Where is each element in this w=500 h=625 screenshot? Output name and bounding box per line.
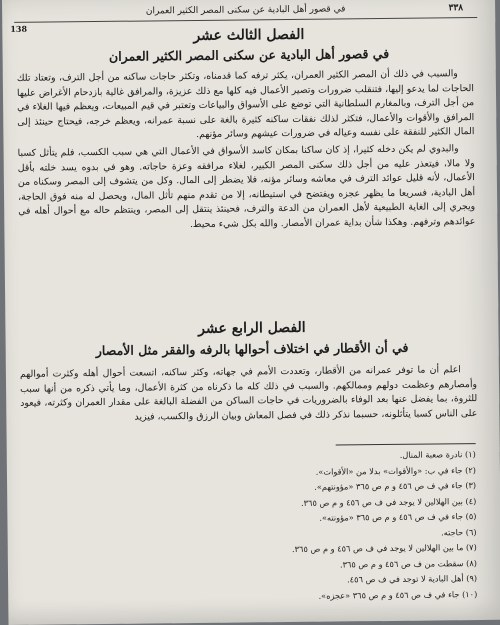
running-header [14,1,477,23]
page-number: ٣٣٨ [448,3,464,14]
footnote: (٦) حاجته. [441,526,477,537]
footnote: (٥) جاء في ف ص ٤٥٦ و م ص ٣٦٥ «مؤونته». [319,511,477,523]
footnote: (٤) بين الهلالين لا يوجد في ف ص ٤٥٦ و م ص ٣٦٥. [300,495,477,508]
book-page [2,0,500,625]
footnote: (٩) أهل البادية لا توجد في ف ص ٤٥٦. [347,573,478,585]
footnote: (٧) ما بين الهلالين لا يوجد في ف ص ٤٥٦ و م ص ٣٦٥. [291,542,477,554]
chapter-13-subtitle: في قصور أهل البادية عن سكنى المصر الكثير العمران [108,45,390,64]
chapter-13-body [17,67,476,234]
paragraph: والبدوي لم يكن دخله كثيرا، إذ كان ساكنا بمكان كاسد الأسواق في الأعمال التي هي سبب الكسب، فلم يتأثل كسبا ولا مالا، فيتعذر عليه من أجل ذلك سكنى المصر الكبير، لغلاء مرافقه وعزة حاجاته. وهو في بدوه يسد خلته بأقل الأعمال، لأنه قليل عوائد الترف في معاشه وسائر مؤنه، فلا يضطر إلى المال. وكل من يتشوف إلى المصر وسكناه من أهل البادية، فسريعا ما يظهر عجزه ويفتضح في استيطانه، إلا من تقدم منهم تأثل المال، ويحصل له منه فوق الحاجة، ويجري إلى الغاية الطبيعية لأهل العمران من الدعة والترف، فحينئذ ينتقل إلى المصر، وينتظم حاله مع أحوال أهله في عوائدهم وترفهم. وهكذا شأن بداية عمران الأمصار. والله بكل شيء محيط. [17,143,476,230]
footnote: (٨) سقطت من ف ص ٤٥٦ و م ص ٣٦٥. [339,557,477,569]
chapter-14-heading: الفصل الرابع عشر [198,319,306,337]
footnote: (٣) جاء في ف ص ٤٥٦ و م ص ٣٦٥ «مؤونتهم». [314,480,477,492]
chapter-13-heading: الفصل الثالث عشر [193,26,305,44]
footnote-divider [336,443,476,445]
footnote: (٢) جاء في ب: «والأقوات» بدلا من «الأقوات». [315,464,476,477]
running-title: في قصور أهل البادية عن سكنى المصر الكثير العمران [145,4,346,17]
footnote: (١٠) جاء في ف ص ٤٥٦ و م ص ٣٦٥ «عجزه». [318,588,478,601]
chapter-14-subtitle: في أن الأقطار في اختلاف أحوالها بالرفه والفقر مثل الأمصار [95,339,409,359]
footnotes [77,443,478,606]
footnote: (١) نادرة صعبة المنال. [399,449,476,460]
chapter-14-body [20,363,478,426]
corner-page-number: 138 [10,23,28,34]
paragraph: اعلم أن ما توفر عمرانه من الأقطار، وتعددت الأمم في جهاته، وكثر ساكنه، اتسعت أحوال أهله وكثرت أموالهم وأمصارهم وعظمت دولهم وممالكهم. والسبب في ذلك كله ما ذكرناه من كثرة الأعمال، وما يأتي ذكره من أنها سبب للثروة، بما يفضل عنها بعد الوفاء بالضروريات في حاجات الساكن من الفضلة البالغة على مقدار العمران وكثرته، فيعود على الناس كسبا يتأثلونه، حسبما نذكر ذلك في فصل المعاش وبيان الرزق والكسب، فيزيد [19,364,478,423]
paragraph: والسبب في ذلك أن المصر الكثير العمران، يكثر ترفه كما قدمناه، وتكثر حاجات ساكنه من أجل الترف، وتعتاد تلك الحاجات لما يدعو إليها، فتنقلب ضرورات وتصير الأعمال فيه كلها مع ذلك عزيزة، والمرافق غالية بازدحام الأغراض عليها من أجل الترف، وبالمغارم السلطانية التي توضع على الأسواق والبياعات وتعتبر في قيم المبيعات، ويعظم فيها الغلاء في المرافق والأقوات والأعمال، فتكثر لذلك نفقات ساكنه كثيرة بالغة على نسبة عمرانه، ويعظم خرجه، فيحتاج حينئذ إلى المال الكثير للنفقة على نفسه وعياله في ضرورات عيشهم وسائر مؤنهم. [16,68,475,141]
